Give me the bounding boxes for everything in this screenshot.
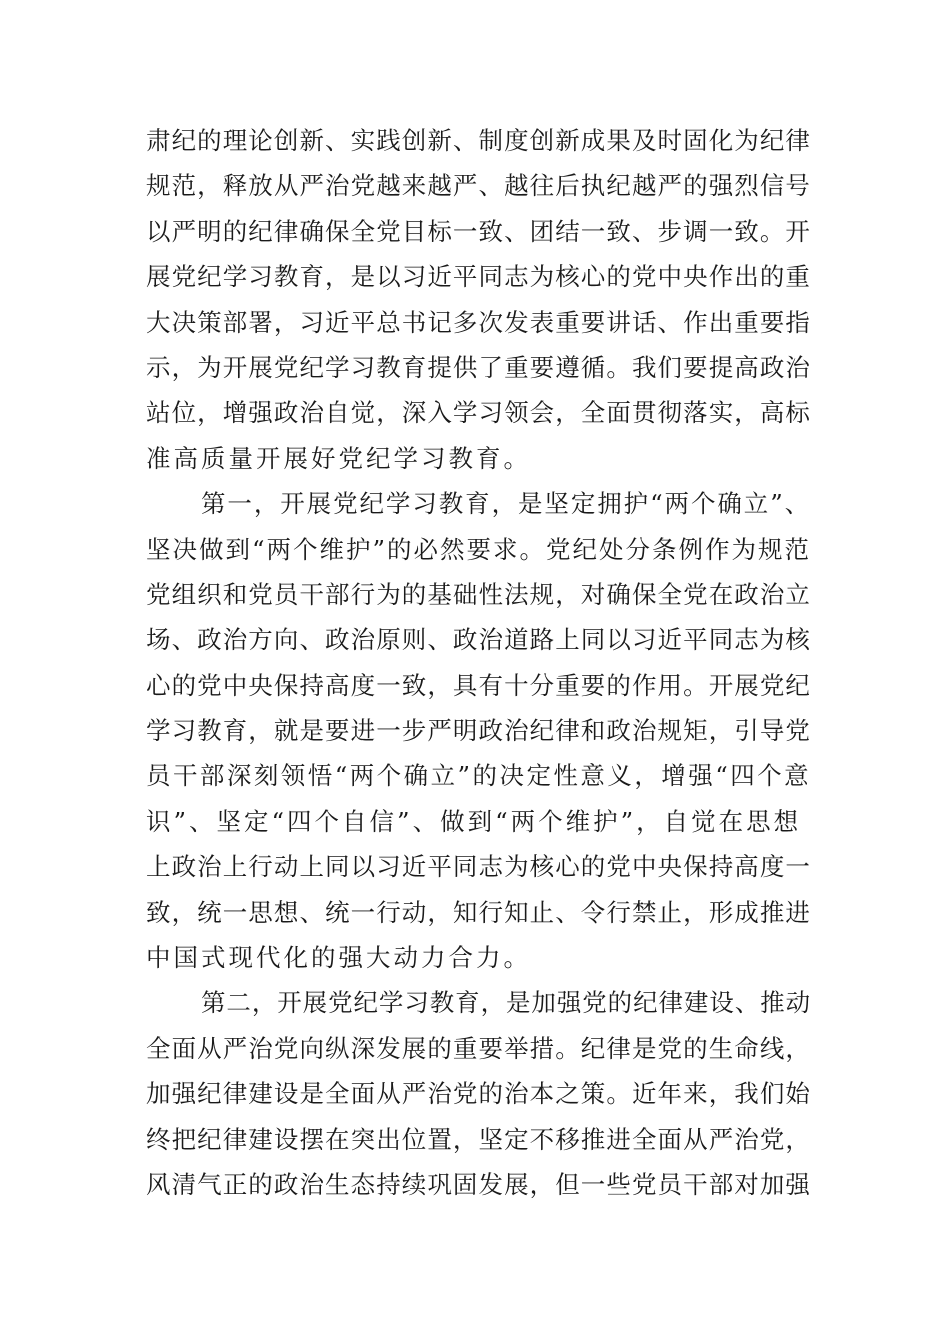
text-line: 站位，增强政治自觉，深入学习领会，全面贯彻落实，高标	[146, 398, 811, 428]
text-line: 识”、坚定“四个自信”、做到“两个维护”，自觉在思想	[146, 806, 802, 836]
document-body	[146, 118, 811, 1207]
text-line: 第二，开展党纪学习教育，是加强党的纪律建设、推动	[201, 988, 811, 1018]
text-line: 肃纪的理论创新、实践创新、制度创新成果及时固化为纪律	[146, 126, 811, 155]
text-line: 大决策部署，习近平总书记多次发表重要讲话、作出重要指	[146, 307, 811, 337]
paragraph	[146, 481, 811, 980]
paragraph	[146, 980, 811, 1207]
text-line: 中国式现代化的强大动力合力。	[146, 943, 531, 973]
text-line: 第一，开展党纪学习教育，是坚定拥护“两个确立”、	[201, 489, 812, 519]
text-line: 场、政治方向、政治原则、政治道路上同以习近平同志为核	[146, 625, 811, 655]
text-line: 员干部深刻领悟“两个确立”的决定性意义，增强“四个意	[146, 761, 812, 791]
text-line: 上政治上行动上同以习近平同志为核心的党中央保持高度一	[146, 852, 811, 882]
text-line: 以严明的纪律确保全党目标一致、团结一致、步调一致。开	[146, 216, 811, 246]
text-line: 规范，释放从严治党越来越严、越往后执纪越严的强烈信号	[146, 171, 811, 201]
text-line: 准高质量开展好党纪学习教育。	[146, 443, 531, 473]
text-line: 全面从严治党向纵深发展的重要举措。纪律是党的生命线，	[146, 1033, 811, 1063]
text-line: 党组织和党员干部行为的基础性法规，对确保全党在政治立	[146, 579, 811, 609]
text-line: 学习教育，就是要进一步严明政治纪律和政治规矩，引导党	[146, 716, 811, 746]
text-line: 展党纪学习教育，是以习近平同志为核心的党中央作出的重	[146, 262, 811, 292]
text-line: 致，统一思想、统一行动，知行知止、令行禁止，形成推进	[146, 897, 811, 927]
text-line: 终把纪律建设摆在突出位置，坚定不移推进全面从严治党，	[146, 1124, 811, 1154]
text-line: 示，为开展党纪学习教育提供了重要遵循。我们要提高政治	[146, 352, 811, 382]
text-line: 风清气正的政治生态持续巩固发展，但一些党员干部对加强	[146, 1169, 811, 1199]
text-line: 坚决做到“两个维护”的必然要求。党纪处分条例作为规范	[146, 534, 812, 564]
paragraph	[146, 118, 811, 481]
text-line: 心的党中央保持高度一致，具有十分重要的作用。开展党纪	[146, 670, 811, 700]
text-line: 加强纪律建设是全面从严治党的治本之策。近年来，我们始	[146, 1079, 811, 1109]
